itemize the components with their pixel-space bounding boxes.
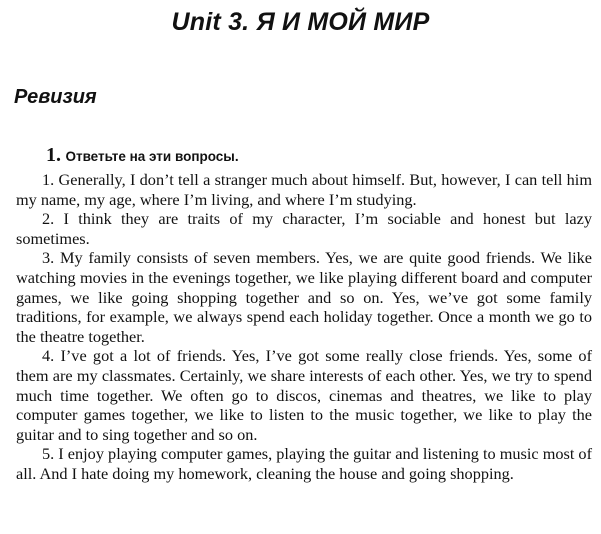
- answer-paragraph: 1. Generally, I don’t tell a stranger much about himself. But, however, I can tell him my name, my age, where I’m living, and where I’m studying.: [16, 170, 592, 209]
- exercise-number: 1.: [46, 144, 61, 166]
- unit-title: Unit 3. Я И МОЙ МИР: [171, 8, 430, 36]
- answer-paragraph: 3. My family consists of seven members. Yes, we are quite good friends. We like watching movies in the evenings together, we like playing different board and computer games, we like going shopping together and so on. Yes, we’ve got some family traditions, for example, we always spend each holiday together. Once a month we go to the theatre together.: [16, 248, 592, 346]
- exercise-heading: [46, 144, 239, 167]
- section-title: Ревизия: [14, 86, 97, 108]
- answer-paragraph: 4. I’ve got a lot of friends. Yes, I’ve got some really close friends. Yes, some of them are my classmates. Certainly, we share interests of each other. Yes, we try to spend much time together. We often go to discos, cinemas and theatres, we like to play computer games together, we like to listen to the music together, we like to play the guitar and to sing together and so on.: [16, 346, 592, 444]
- answer-paragraph: 5. I enjoy playing computer games, playing the guitar and listening to music most of all. And I hate doing my homework, cleaning the house and going shopping.: [16, 444, 592, 483]
- exercise-instruction: Ответьте на эти вопросы.: [65, 149, 239, 164]
- answers-body: [16, 170, 592, 484]
- answer-paragraph: 2. I think they are traits of my character, I’m sociable and honest but lazy sometimes.: [16, 209, 592, 248]
